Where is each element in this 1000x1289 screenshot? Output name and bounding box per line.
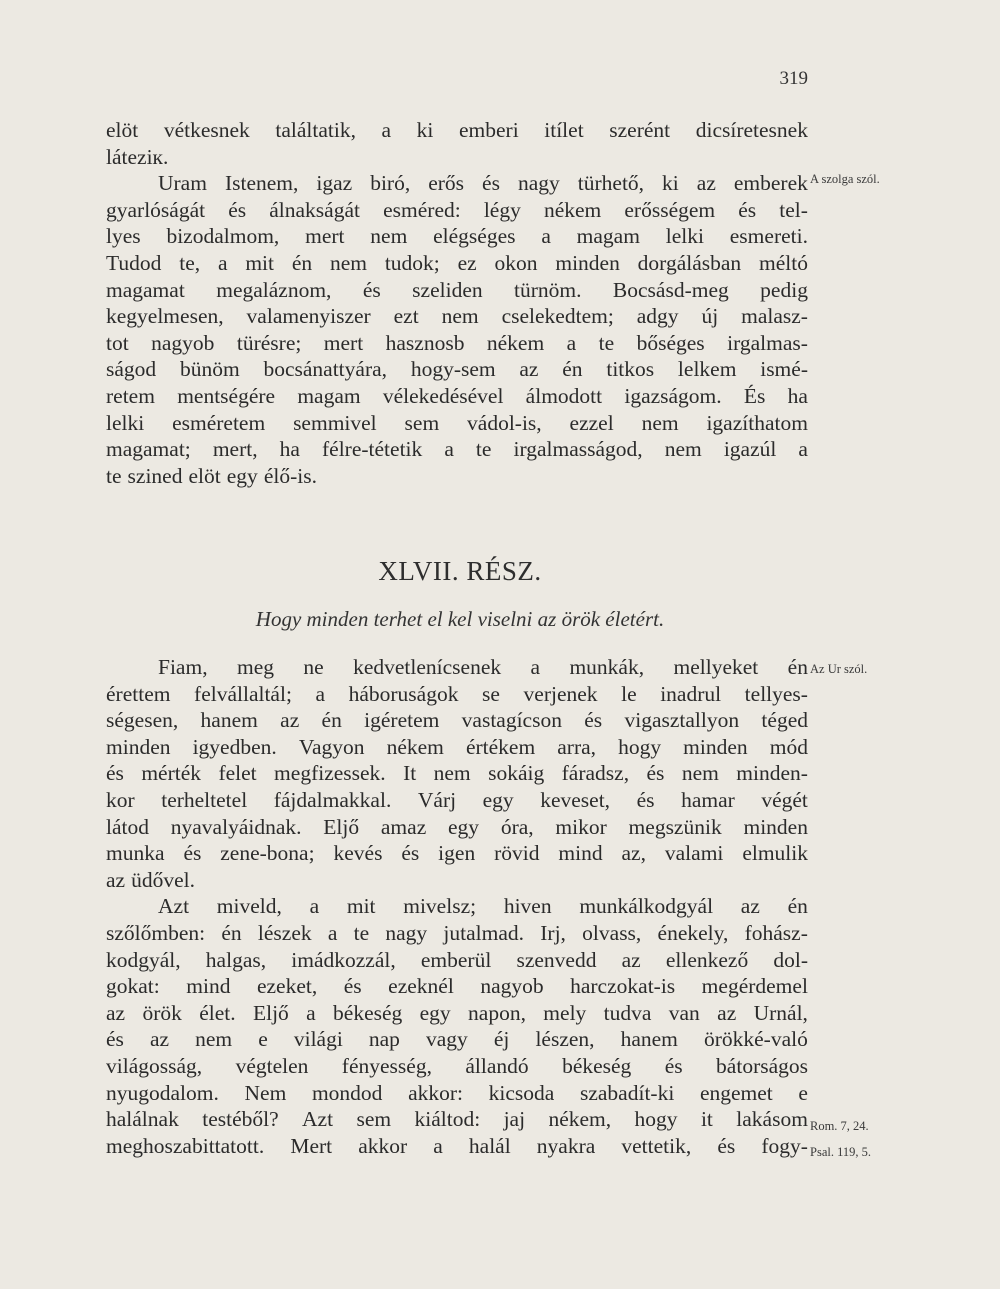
text-line: kor terheltetel fájdalmakkal. Várj egy keveset, és hamar végét [106,787,808,812]
text-line: látod nyavalyáidnak. Eljő amaz egy óra, mikor megszünik minden [106,814,808,839]
chapter-subtitle: Hogy minden terhet el kel viselni az örök életért. [255,607,665,631]
text-line: az üdővel. [106,867,196,892]
text-line: Fiam, meg ne kedvetlenícsenek a munkák, mellyeket én [158,655,808,679]
text-line: láteziк. [106,144,169,169]
text-line: Tudod te, a mit én nem tudok; ez okon minden dorgálásban méltó [106,250,808,275]
text-line: te szined elöt egy élő-is. [106,463,317,488]
text-line: Uram Istenem, igaz biró, erős és nagy türhető, ki az emberek [158,171,808,196]
margin-note-szolga: A szolga szól. [810,172,880,186]
text-line: tot nagyob türésre; mert hasznosb nékem a te bőséges irgalmas- [106,330,808,355]
text-line: magamat; mert, ha félre-tétetik a te irgalmasságod, nem igazúl a [106,437,808,462]
text-block-prayer [106,117,808,489]
text-block-chapter [106,654,808,1159]
chapter-heading: XLVII. RÉSZ. [378,556,542,586]
text-line: gokat: mind ezeket, és ezeknél nagyob harczokat-is megérdemel [106,974,808,999]
text-line: elöt vétkesnek találtatik, a ki emberi itílet szerént dicsíretesnek [106,118,808,142]
text-line: meghoszabittatott. Mert akkor a halál nyakra vettetik, és fogy- [106,1133,808,1158]
text-line: lyes bizodalmom, mert nem elégséges a magam lelki esmereti. [106,224,808,249]
text-line: munka és zene-bona; kevés és igen rövid mind az, valami elmulik [106,841,808,866]
text-line: retem mentségére magam vélekedésével álmodott igazságom. És ha [106,383,808,408]
text-line: és mérték felet megfizessek. It nem sokáig fáradsz, és nem minden- [106,761,808,786]
text-line: és az nem e világi nap vagy éj lészen, hanem örökké-való [106,1027,808,1052]
margin-note-rom: Rom. 7, 24. [810,1119,869,1133]
text-line: lelki esméretem semmivel sem vádol-is, ezzel nem igazíthatom [106,410,808,435]
text-line: gyarlóságát és álnakságát esméred: légy nékem erősségem és tel- [106,197,808,222]
text-line: az örök élet. Eljő a békeség egy napon, mely tudva van az Urnál, [106,1000,808,1025]
text-line: ságod bünöm bocsánattyára, hogy-sem az én titkos lelkem ismé- [106,357,808,382]
page-number: 319 [779,68,808,89]
margin-note-psal: Psal. 119, 5. [810,1145,871,1159]
text-line: Azt miveld, a mit mivelsz; hiven munkálkodgyál az én [158,894,808,919]
text-line: érettem felvállaltál; a háboruságok se verjenek le inadrul tellyes- [106,681,808,706]
text-line: világosság, végtelen fényesség, állandó békeség és bátorságos [106,1053,808,1078]
text-line: ségesen, hanem az én igéretem vastagícson és vigasztallyon téged [106,708,808,733]
text-line: szőlőmben: én lészek a te nagy jutalmad. Irj, olvass, énekely, fohász- [106,920,808,945]
text-line: kegyelmesen, valamenyiszer ezt nem cselekedtem; adgy új malasz- [106,304,808,329]
text-line: magamat megaláznom, és szeliden türnöm. Bocsásd-meg pedig [106,277,808,302]
text-line: halálnak testéből? Azt sem kiáltod: jaj nékem, hogy it lakásom [106,1107,808,1132]
text-line: minden igyedben. Vagyon nékem értékem arra, hogy minden mód [106,734,808,759]
margin-note-ur: Az Ur szól. [810,662,868,676]
text-line: kodgyál, halgas, imádkozzál, emberül szenvedd az ellenkező dol- [106,947,808,972]
text-line: nyugodalom. Nem mondod akkor: kicsoda szabadít-ki engemet e [106,1080,808,1105]
